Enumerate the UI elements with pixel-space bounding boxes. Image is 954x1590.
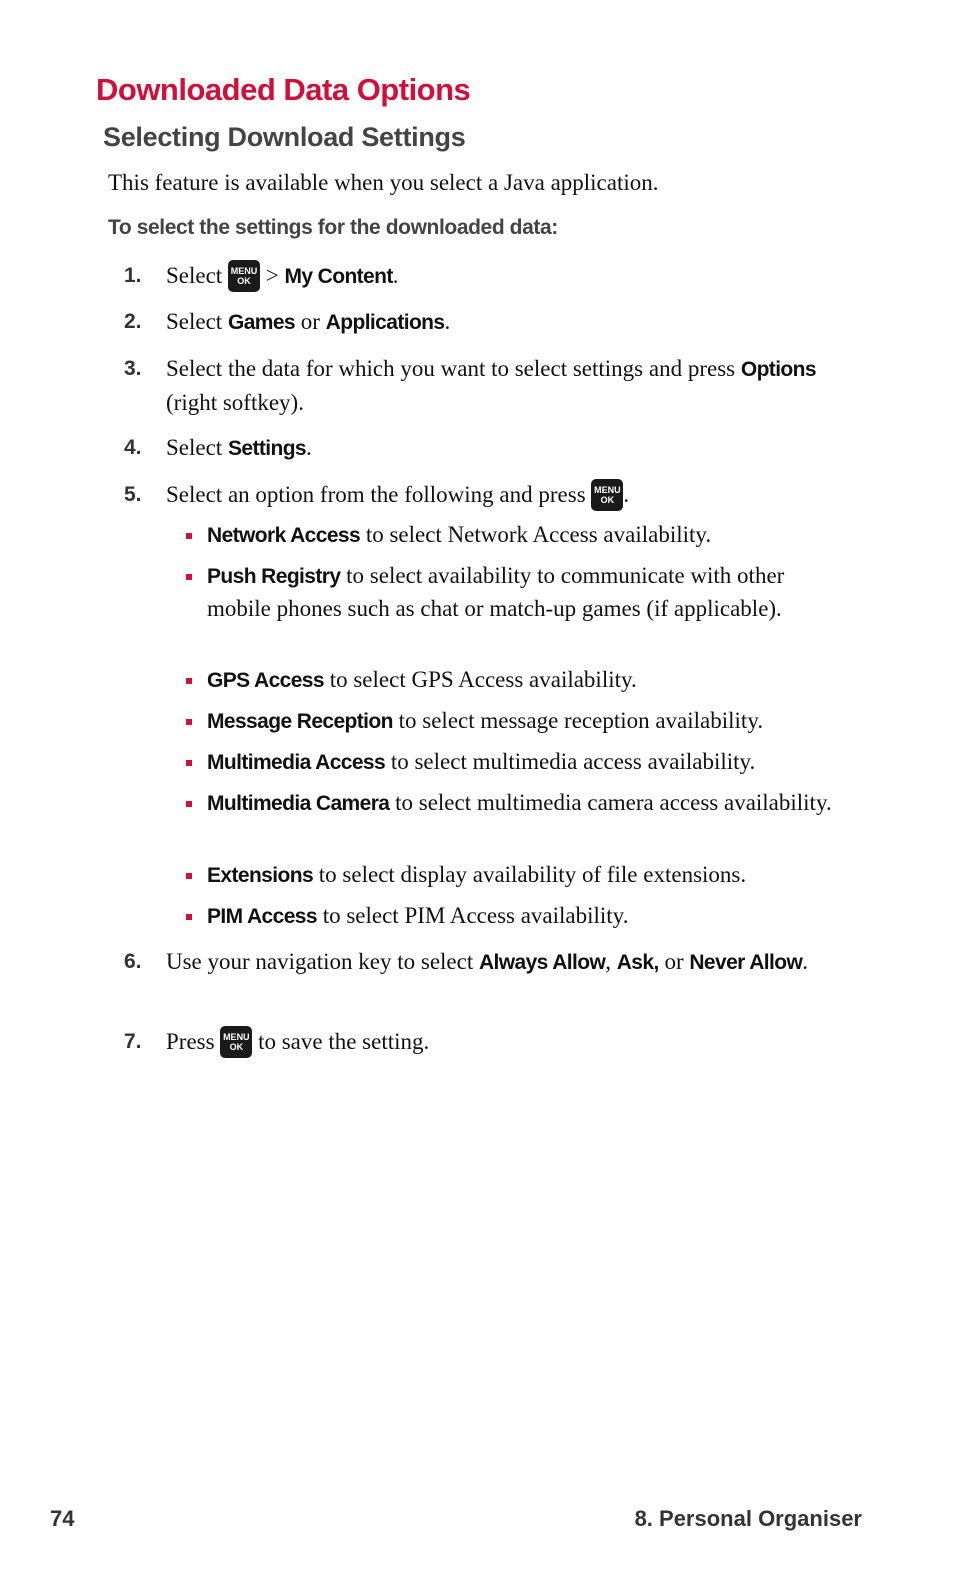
step-text-part: Select bbox=[166, 435, 223, 460]
step-number: 4. bbox=[124, 436, 142, 459]
option-multimedia-camera bbox=[186, 787, 846, 820]
procedure-lead: To select the settings for the downloaded data: bbox=[108, 216, 558, 239]
option-name: Message Reception bbox=[207, 710, 393, 733]
step-number: 3. bbox=[124, 357, 142, 380]
option-description: to select multimedia camera access availability. bbox=[395, 790, 832, 815]
menu-item-name: Never Allow bbox=[689, 951, 803, 974]
key-label-top: MENU bbox=[223, 1031, 250, 1042]
step-text bbox=[166, 431, 864, 465]
step-text-part: Press bbox=[166, 1029, 215, 1054]
menu-item-name: Applications bbox=[325, 311, 445, 334]
step-text-part: Select bbox=[166, 309, 223, 334]
step-6 bbox=[124, 945, 864, 979]
option-text bbox=[207, 560, 846, 625]
step-text-part: . bbox=[623, 482, 630, 507]
option-description: to select multimedia access availability. bbox=[390, 749, 756, 774]
step-text bbox=[166, 352, 864, 419]
option-description: to select display availability of file extensions. bbox=[318, 862, 747, 887]
bullet-square-icon bbox=[186, 914, 192, 920]
option-text bbox=[207, 664, 846, 697]
option-pim-access bbox=[186, 900, 846, 933]
step-3 bbox=[124, 352, 864, 419]
section-subtitle: Selecting Download Settings bbox=[103, 122, 466, 152]
step-5 bbox=[124, 478, 864, 513]
bullet-square-icon bbox=[186, 719, 192, 725]
step-2 bbox=[124, 305, 864, 339]
step-text bbox=[166, 945, 864, 979]
option-name: GPS Access bbox=[207, 669, 324, 692]
step-text-part: or bbox=[300, 309, 320, 334]
key-label-bottom: OK bbox=[600, 494, 615, 505]
bullet-square-icon bbox=[186, 873, 192, 879]
step-text-part: . bbox=[444, 309, 451, 334]
option-gps-access bbox=[186, 664, 846, 697]
option-name: Extensions bbox=[207, 864, 314, 887]
step-number: 2. bbox=[124, 310, 142, 333]
option-name: Network Access bbox=[207, 524, 361, 547]
step-number: 6. bbox=[124, 950, 142, 973]
option-description: to select Network Access availability. bbox=[365, 522, 712, 547]
page-title: Downloaded Data Options bbox=[96, 72, 471, 107]
step-text-part: , bbox=[605, 949, 611, 974]
bullet-square-icon bbox=[186, 801, 192, 807]
option-network-access bbox=[186, 519, 846, 552]
menu-item-name: Options bbox=[740, 358, 816, 381]
intro-paragraph: This feature is available when you select a Java application. bbox=[108, 170, 659, 195]
menu-item-name: Always Allow bbox=[478, 951, 606, 974]
menu-ok-key-icon bbox=[220, 1026, 252, 1058]
menu-item-name: Ask, bbox=[616, 951, 659, 974]
option-text bbox=[207, 705, 846, 738]
key-label-top: MENU bbox=[230, 265, 258, 276]
bullet-square-icon bbox=[186, 574, 192, 580]
key-label-bottom: OK bbox=[237, 275, 251, 286]
menu-item-name: My Content bbox=[284, 265, 393, 288]
step-4 bbox=[124, 431, 864, 465]
option-text bbox=[207, 900, 846, 933]
step-text-part: Select the data for which you want to select settings and press bbox=[166, 356, 736, 381]
step-text-part: . bbox=[392, 263, 399, 288]
step-text bbox=[166, 478, 864, 513]
step-text bbox=[166, 259, 864, 294]
step-1 bbox=[124, 259, 864, 294]
step-text-part: or bbox=[664, 949, 684, 974]
option-name: PIM Access bbox=[207, 905, 317, 928]
option-text bbox=[207, 787, 846, 820]
step-number: 7. bbox=[124, 1030, 142, 1053]
option-message-reception bbox=[186, 705, 846, 738]
option-description: to select availability to communicate with other mobile phones such as chat or match-up games (if applicable). bbox=[207, 563, 785, 621]
key-label-bottom: OK bbox=[229, 1041, 244, 1052]
option-text bbox=[207, 519, 846, 552]
menu-ok-key-icon bbox=[591, 479, 623, 511]
option-text bbox=[207, 746, 846, 779]
option-multimedia-access bbox=[186, 746, 846, 779]
step-text-part: > bbox=[265, 263, 279, 288]
option-name: Push Registry bbox=[207, 565, 341, 588]
option-description: to select GPS Access availability. bbox=[329, 667, 637, 692]
section-name: 8. Personal Organiser bbox=[634, 1506, 862, 1531]
option-name: Multimedia Access bbox=[207, 751, 386, 774]
step-text bbox=[166, 1025, 864, 1060]
step-text-part: to save the setting. bbox=[258, 1029, 430, 1054]
step-text-part: Use your navigation key to select bbox=[166, 949, 474, 974]
bullet-square-icon bbox=[186, 760, 192, 766]
bullet-square-icon bbox=[186, 678, 192, 684]
menu-item-name: Settings bbox=[227, 437, 306, 460]
option-push-registry bbox=[186, 560, 846, 625]
step-number: 5. bbox=[124, 483, 142, 506]
key-label-top: MENU bbox=[594, 484, 621, 495]
option-description: to select message reception availability. bbox=[398, 708, 764, 733]
option-name: Multimedia Camera bbox=[207, 792, 390, 815]
page-number: 74 bbox=[50, 1506, 75, 1531]
option-text bbox=[207, 859, 846, 892]
step-text bbox=[166, 305, 864, 339]
step-7 bbox=[124, 1025, 864, 1060]
step-text-part: (right softkey). bbox=[166, 390, 304, 415]
option-extensions bbox=[186, 859, 846, 892]
step-text-part: . bbox=[802, 949, 808, 974]
menu-ok-key-icon bbox=[228, 260, 260, 292]
step-number: 1. bbox=[124, 264, 142, 287]
step-text-part: Select bbox=[166, 263, 223, 288]
menu-item-name: Games bbox=[227, 311, 295, 334]
step-text-part: Select an option from the following and press bbox=[166, 482, 586, 507]
bullet-square-icon bbox=[186, 533, 192, 539]
option-description: to select PIM Access availability. bbox=[322, 903, 629, 928]
step-text-part: . bbox=[306, 435, 312, 460]
